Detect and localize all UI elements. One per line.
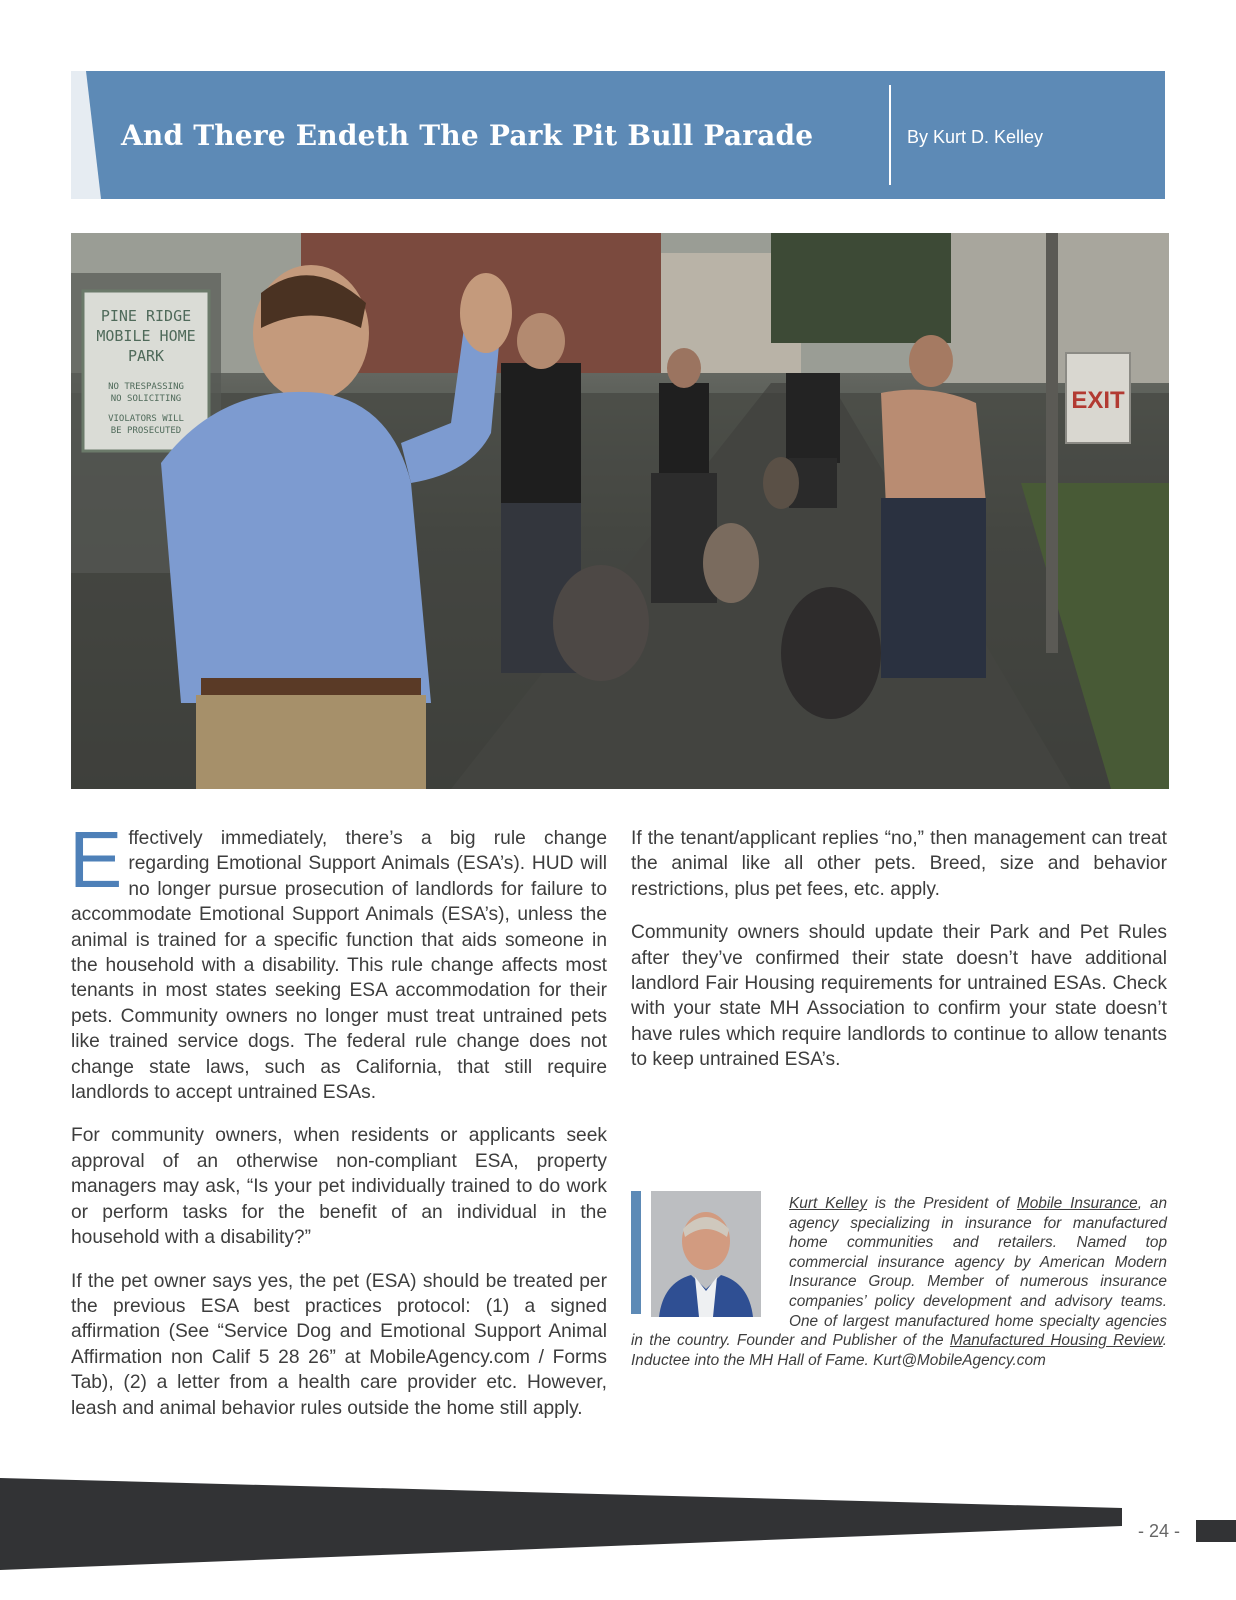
company-link[interactable]: Mobile Insurance — [1016, 1195, 1138, 1212]
bio-text-1: is the President of — [867, 1195, 1017, 1212]
hero-photo-illustration — [71, 233, 1169, 789]
paragraph-text: ffectively immediately, there’s a big rule change regarding Emotional Support Animals (ESA’s). HUD will no longer pursue prosecution of landlords for failure to accommodate Emotional Support Animals (ESA’s), unless the animal is trained for a specific function that aids someone in the household with a disability. This rule change affects most tenants in most states seeking ESA accommodation for their pets. Community owners no longer must treat untrained pets like trained service dogs. The federal rule change does not change state laws, such as California, that still require landlords to accept untrained ESAs. — [71, 828, 607, 1104]
header-banner — [71, 71, 1165, 199]
page-number: - 24 - — [1138, 1521, 1181, 1541]
author-name-link[interactable]: Kurt Kelley — [789, 1195, 868, 1212]
article-byline: By Kurt D. Kelley — [907, 127, 1044, 147]
article-paragraph — [69, 815, 607, 1105]
park-sign-line-1: PINE RIDGE — [100, 307, 192, 325]
park-sign-line-5: NO SOLICITING — [110, 394, 182, 404]
article-paragraph: Community owners should update their Park and Pet Rules after they’ve confirmed their state doesn’t have additional landlord Fair Housing requirements for untrained ESAs. Check with your state MH Association to confirm your state doesn’t have rules which require landlords to continue to allow tenants to keep untrained ESA’s. — [631, 922, 1167, 1071]
banner-accent — [71, 71, 101, 199]
bio-text-3: . Inductee into the MH Hall of Fame. Kurt@MobileAgency.com — [631, 1332, 1167, 1369]
article-paragraph: For community owners, when residents or applicants seek approval of an otherwise non-compliant ESA, property managers may ask, “Is your pet individually trained to do work or perform tasks for the benefit of an individual in the household with a disability?” — [71, 1125, 607, 1249]
author-photo — [651, 1191, 761, 1317]
footer-band — [0, 1478, 1236, 1570]
park-sign-line-7: BE PROSECUTED — [110, 426, 182, 436]
park-sign-line-2: MOBILE HOME — [96, 327, 196, 345]
hero-photo — [71, 233, 1169, 789]
bio-text-2: , an agency specializing in insurance for manufactured home communities and retailers. Named top commercial insurance agency by American Modern Insurance Group. Member of numerous insurance companies’ policy development and advisory teams. One of largest manufactured home specialty agencies in the country. Founder and Publisher of the — [631, 1195, 1168, 1350]
publication-link[interactable]: Manufactured Housing Review — [949, 1332, 1163, 1350]
article-title: And There Endeth The Park Pit Bull Parade — [121, 119, 814, 152]
article-right-column — [631, 826, 1167, 1091]
article-paragraph: If the pet owner says yes, the pet (ESA) should be treated per the previous ESA best practices protocol: (1) a signed affirmation (See “Service Dog and Emotional Support Animal Affirmation non Calif 5 28 26” at MobileAgency.com / Forms Tab), (2) a letter from a health care provider etc. However, leash and animal behavior rules outside the home still apply. — [71, 1270, 607, 1419]
park-sign-line-4: NO TRESPASSING — [108, 382, 184, 392]
article-paragraph: If the tenant/applicant replies “no,” then management can treat the animal like all other pets. Breed, size and behavior restrictions, plus pet fees, etc. apply. — [631, 828, 1167, 900]
article-left-column — [69, 815, 607, 1439]
author-photo-illustration — [651, 1191, 761, 1317]
banner-divider — [889, 85, 891, 185]
drop-cap: E — [69, 815, 123, 904]
park-sign-line-3: PARK — [127, 347, 165, 365]
footer-block — [1196, 1520, 1236, 1542]
park-sign-line-6: VIOLATORS WILL — [108, 414, 184, 424]
exit-sign-text: EXIT — [1071, 387, 1125, 414]
